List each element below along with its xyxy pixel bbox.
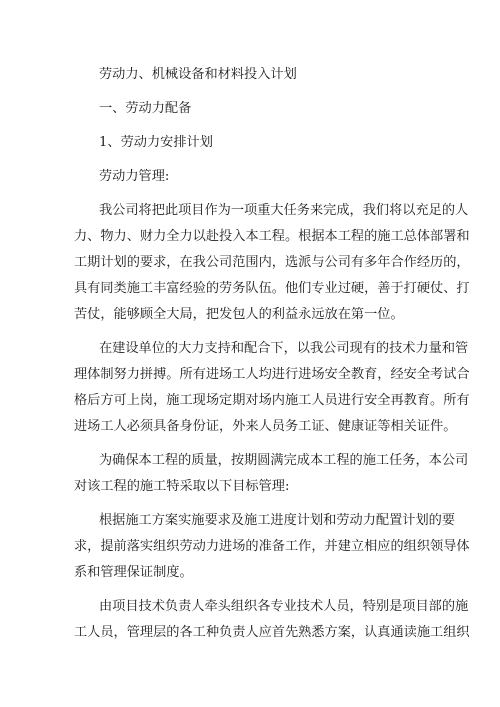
paragraph-line: 在建设单位的大力支持和配合下，以我公司现有的技术力量和管 bbox=[99, 341, 469, 356]
paragraph-line: 为确保本工程的质量，按期圆满完成本工程的施工任务，本公司 bbox=[99, 453, 469, 468]
paragraph-line: 系和管理保证制度。 bbox=[74, 565, 193, 580]
paragraph-line: 我公司将把此项目作为一项重大任务来完成，我们将以充足的人 bbox=[99, 203, 469, 218]
paragraph-line: 力、物力、财力全力以赴投入本工程。根据本工程的施工总体部署和 bbox=[74, 229, 470, 244]
label-heading: 劳动力管理: bbox=[99, 169, 170, 184]
paragraph-line: 工期计划的要求，在我公司范围内，选派与公司有多年合作经历的， bbox=[74, 255, 470, 270]
document-title: 劳动力、机械设备和材料投入计划 bbox=[99, 67, 297, 82]
paragraph-line: 对该工程的施工特采取以下目标管理: bbox=[74, 479, 290, 494]
subsection-heading: 1、劳动力安排计划 bbox=[99, 135, 213, 150]
paragraph-line: 格后方可上岗，施工现场定期对场内施工人员进行安全再教育。所有 bbox=[74, 393, 470, 408]
section-heading: 一、劳动力配备 bbox=[99, 101, 192, 116]
paragraph-line: 进场工人必须具备身份证，外来人员务工证、健康证等相关证件。 bbox=[74, 419, 457, 434]
paragraph-line: 具有同类施工丰富经验的劳务队伍。他们专业过硬，善于打硬仗、打 bbox=[74, 281, 470, 296]
paragraph-line: 理体制努力拼搏。所有进场工人均进行进场安全教育，经安全考试合 bbox=[74, 367, 470, 382]
paragraph-line: 苦仗，能够顾全大局，把发包人的利益永远放在第一位。 bbox=[74, 307, 404, 322]
paragraph-line: 根据施工方案实施要求及施工进度计划和劳动力配置计划的要 bbox=[99, 513, 456, 528]
paragraph-line: 求，提前落实组织劳动力进场的准备工作，并建立相应的组织领导体 bbox=[74, 539, 470, 554]
paragraph-line: 工人员，管理层的各工种负责人应首先熟悉方案，认真通读施工组织 bbox=[74, 625, 470, 640]
paragraph-line: 由项目技术负责人牵头组织各专业技术人员，特别是项目部的施 bbox=[99, 599, 469, 614]
